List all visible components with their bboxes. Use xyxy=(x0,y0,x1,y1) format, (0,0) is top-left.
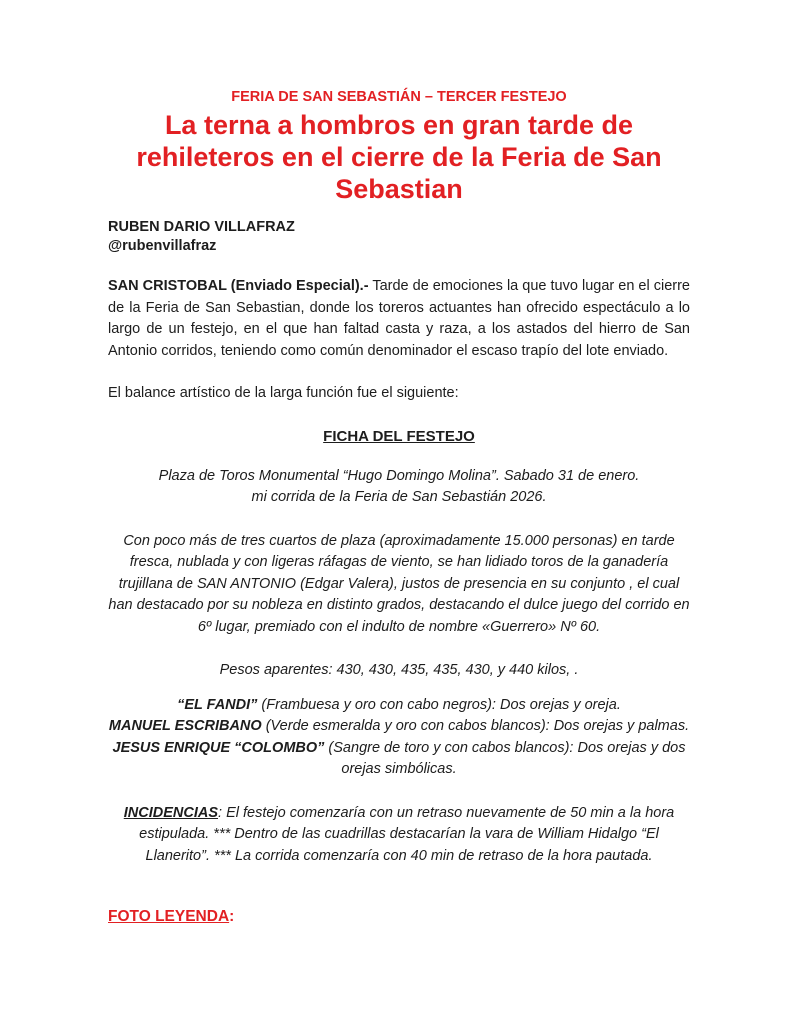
article xyxy=(108,88,690,927)
foto-leyenda-colon: : xyxy=(229,908,235,925)
torero-result: (Frambuesa y oro con cabo negros): Dos orejas y oreja. xyxy=(257,696,621,713)
incidencias-label: INCIDENCIAS xyxy=(123,804,219,821)
article-title: La terna a hombros en gran tarde de rehileteros en el cierre de la Feria de San Sebastian xyxy=(136,110,662,204)
torero-result: (Verde esmeralda y oro con cabos blancos): Dos orejas y palmas. xyxy=(261,718,690,734)
torero-name: JESUS ENRIQUE “COLOMBO” xyxy=(112,739,325,756)
results-block xyxy=(108,695,690,781)
author-name: RUBEN DARIO VILLAFRAZ xyxy=(108,219,295,235)
foto-leyenda-row xyxy=(108,907,690,927)
lead-text: Tarde de emociones la que tuvo lugar en el cierre de la Feria de San Sebastian, donde los toreros actuantes han ofrecido espectáculo a lo largo de un festejo, en el que han faltad casta y raza, a los astados del hierro de San Antonio corridos, teniendo como común denominador el escaso trapío del lote enviado. xyxy=(108,278,690,359)
kicker: FERIA DE SAN SEBASTIÁN – TERCER FESTEJO xyxy=(231,89,567,105)
venue-line-2: mi corrida de la Feria de San Sebastián 2026. xyxy=(251,489,547,505)
author-handle: @rubenvillafraz xyxy=(108,238,217,254)
result-line xyxy=(108,738,690,781)
torero-result: (Sangre de toro y con cabos blancos): Dos orejas y dos orejas simbólicas. xyxy=(324,739,686,777)
lead-paragraph xyxy=(108,276,690,362)
venue-block xyxy=(108,466,690,509)
dateline: SAN CRISTOBAL (Enviado Especial).- xyxy=(108,278,369,294)
byline xyxy=(108,218,690,256)
venue-line-1: Plaza de Toros Monumental “Hugo Domingo Molina”. Sabado 31 de enero. xyxy=(158,467,640,484)
torero-name: MANUEL ESCRIBANO xyxy=(108,718,262,734)
balance-line: El balance artístico de la larga función fue el siguiente: xyxy=(108,385,459,401)
incidencias-paragraph xyxy=(108,803,690,868)
ficha-heading: FICHA DEL FESTEJO xyxy=(323,427,475,445)
result-line xyxy=(108,716,690,738)
torero-name: “EL FANDI” xyxy=(177,696,258,713)
foto-leyenda-label: FOTO LEYENDA xyxy=(108,908,230,925)
weights-line: Pesos aparentes: 430, 430, 435, 435, 430, y 440 kilos, . xyxy=(219,662,579,678)
incidencias-text: : El festejo comenzaría con un retraso nuevamente de 50 min a la hora estipulada. *** Dentro de las cuadrillas destacarían la vara de William Hidalgo “El Llanerito”. *** La corrida comenzaría con 40 min de retraso de la hora pautada. xyxy=(139,804,675,864)
result-line xyxy=(108,695,690,717)
ficha-heading-row xyxy=(108,427,690,447)
crowd-paragraph: Con poco más de tres cuartos de plaza (aproximadamente 15.000 personas) en tarde fresca, nublada y con ligeras ráfagas de viento, se han lidiado toros de la ganadería trujillana de SAN ANTONIO (Edgar Valera), justos de presencia en su conjunto , el cual han destacado por su nobleza en distinto grados, destacando el dulce juego del corrido en 6º lugar, premiado con el indulto de nombre «Guerrero» Nº 60. xyxy=(108,532,690,635)
